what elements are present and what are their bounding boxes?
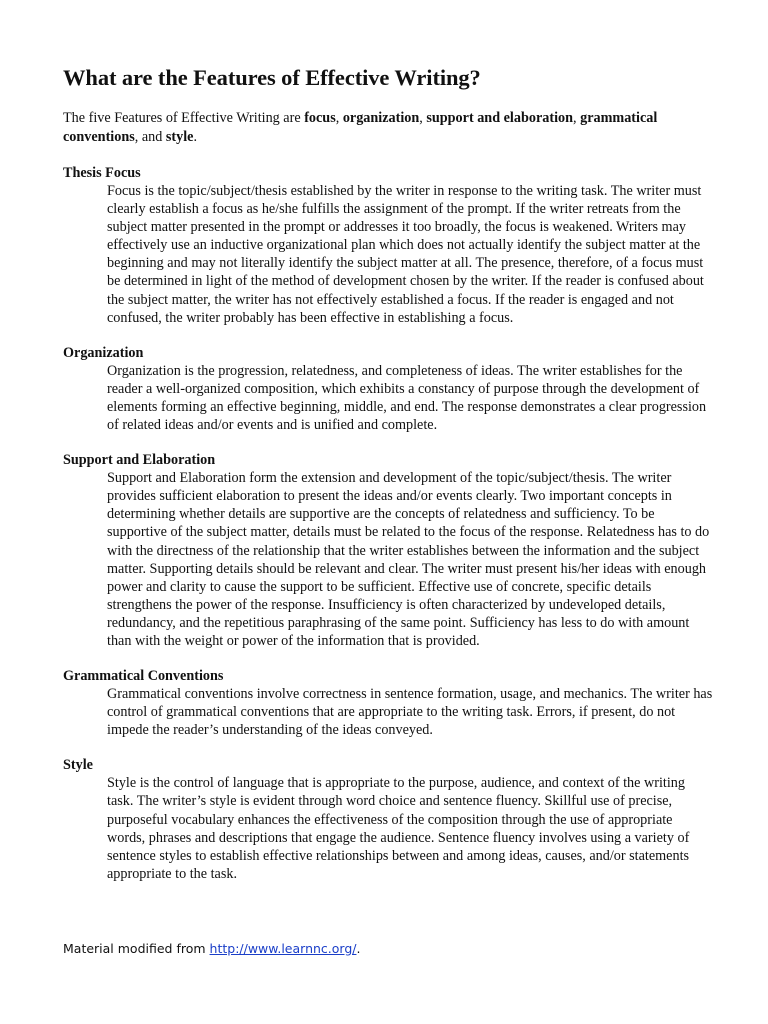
footer-note (63, 941, 360, 957)
intro-separator: , and (134, 129, 166, 145)
section-organization (63, 344, 713, 434)
section-body: Grammatical conventions involve correctness in sentence formation, usage, and mechanics. The writer has control of grammatical conventions that are appropriate to the writing task. Errors, if present, do not impede the reader’s understanding of the ideas conveyed. (107, 686, 713, 739)
section-heading: Style (63, 757, 93, 774)
section-thesis-focus (63, 164, 713, 327)
footer-suffix: . (356, 941, 361, 956)
section-body: Style is the control of language that is appropriate to the purpose, audience, and context of the writing task. The writer’s style is evident through word choice and sentence fluency. Skillful use of precise, purposeful vocabulary enhances the effectiveness of the composition through the use of appropriate words, phrases and descriptions that engage the audience. Sentence fluency involves using a variety of sentence styles to establish effective relationships between and among ideas, causes, and/or statements appropriate to the task. (107, 775, 690, 882)
page-title: What are the Features of Effective Writing? (63, 65, 481, 90)
intro-item-style: style (165, 129, 194, 145)
intro-item-support: support and elaboration (426, 110, 573, 126)
section-body: Focus is the topic/subject/thesis established by the writer in response to the writing task. The writer must clearly establish a focus as he/she fulfills the assignment of the prompt. If the writer retreats from the subject matter presented in the prompt or addresses it too broadly, the focus is weakened. Writers may effectively use an inductive organizational plan which does not actually identify the subject matter at the beginning and may not literally identify the subject matter at all. The presence, therefore, of a focus must be determined in light of the method of development chosen by the writer. If the reader is confused about the subject matter, the writer has not effectively established a focus. If the reader is engaged and not confused, the writer probably has been effective in establishing a focus. (107, 183, 704, 326)
intro-prefix: The five Features of Effective Writing are (63, 110, 305, 126)
section-support-elaboration (63, 451, 713, 650)
intro-separator: , (573, 110, 581, 126)
intro-separator: , (419, 110, 427, 126)
intro-item-organization: organization (342, 110, 420, 126)
section-heading: Organization (63, 344, 144, 361)
intro-suffix: . (193, 129, 198, 145)
intro-paragraph (63, 109, 713, 147)
section-heading: Grammatical Conventions (63, 668, 224, 685)
intro-item-focus: focus (304, 110, 336, 126)
document-page (63, 64, 713, 883)
section-grammatical-conventions (63, 667, 713, 739)
section-style (63, 756, 713, 883)
section-body: Support and Elaboration form the extension and development of the topic/subject/thesis. The writer provides sufficient elaboration to present the ideas and/or events clearly. Two important concepts in determining whether details are supportive are the concepts of relatedness and sufficiency. To be supportive of the subject matter, details must be related to the focus of the response. Relatedness has to do with the directness of the relationship that the writer establishes between the information and the subject matter. Supporting details should be relevant and clear. The writer must present his/her ideas with enough power and clarity to cause the support to be sufficient. Effective use of concrete, specific details strengthens the power of the response. Insufficiency is often characterized by undeveloped details, redundancy, and the repetitious paraphrasing of the same point. Sufficiency has less to do with amount than with the weight or power of the information that is provided. (107, 470, 710, 649)
source-link[interactable]: http://www.learnnc.org/ (209, 941, 357, 956)
intro-separator: , (335, 110, 343, 126)
section-body: Organization is the progression, relatedness, and completeness of ideas. The writer establishes for the reader a well-organized composition, which exhibits a constancy of purpose through the development of elements forming an effective beginning, middle, and end. The response demonstrates a clear progression of related ideas and/or events and is unified and complete. (107, 362, 707, 434)
section-heading: Support and Elaboration (63, 452, 216, 469)
section-heading: Thesis Focus (63, 165, 141, 181)
footer-prefix: Material modified from (63, 941, 210, 956)
intro-item-conventions: grammatical conventions (63, 110, 658, 145)
